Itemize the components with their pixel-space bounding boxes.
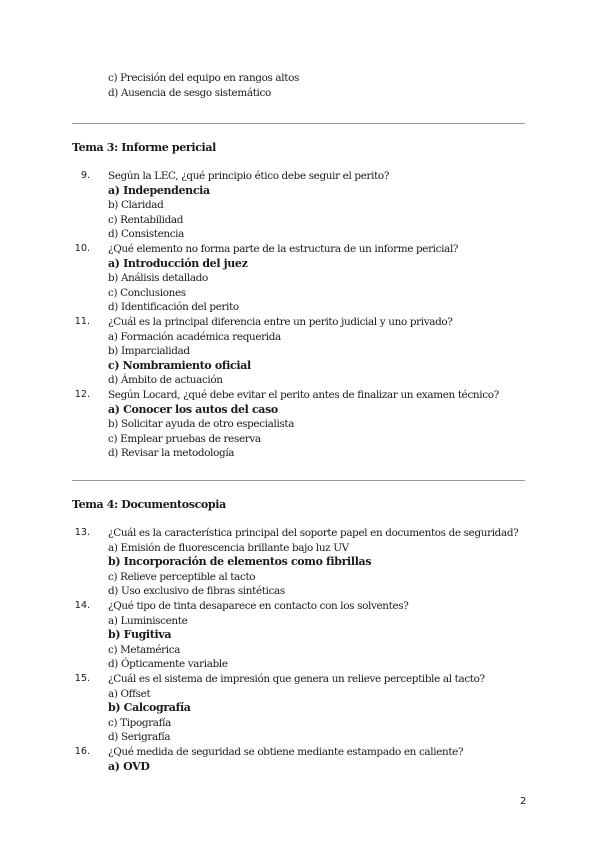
answer-option: d) Revisar la metodología bbox=[108, 447, 235, 460]
answer-option: c) Conclusiones bbox=[108, 286, 186, 299]
answer-option: d) Ópticamente variable bbox=[108, 658, 228, 671]
question bbox=[0, 745, 600, 760]
question-number: 9. bbox=[80, 170, 90, 181]
question-number: 15. bbox=[74, 672, 90, 684]
question-text: ¿Cuál es la principal diferencia entre un perito judicial y uno privado? bbox=[108, 315, 453, 328]
answer-option: a) Luminiscente bbox=[108, 614, 188, 627]
correct-answer-option: a) OVD bbox=[108, 759, 150, 773]
section-title: Tema 4: Documentoscopia bbox=[72, 498, 226, 511]
section-title: Tema 3: Informe pericial bbox=[72, 141, 216, 154]
answer-option: d) Consistencia bbox=[108, 228, 184, 241]
question-text: ¿Qué tipo de tinta desaparece en contacto con los solventes? bbox=[108, 599, 409, 612]
question-text: ¿Qué medida de seguridad se obtiene mediante estampado en caliente? bbox=[108, 745, 464, 758]
question bbox=[0, 599, 600, 614]
carryover-option: c) Precisión del equipo en rangos altos bbox=[108, 72, 299, 84]
answer-option: b) Solicitar ayuda de otro especialista bbox=[108, 418, 295, 431]
carryover-option: d) Ausencia de sesgo sistemático bbox=[108, 87, 271, 99]
answer-option: d) Identificación del perito bbox=[108, 301, 239, 314]
answer-option: c) Rentabilidad bbox=[108, 213, 184, 226]
correct-answer-option: a) Conocer los autos del caso bbox=[108, 402, 278, 416]
answer-option: b) Claridad bbox=[108, 199, 164, 212]
answer-option: b) Imparcialidad bbox=[108, 345, 190, 358]
answer-option: d) Ámbito de actuación bbox=[108, 374, 223, 387]
question bbox=[0, 242, 600, 257]
question-number: 16. bbox=[74, 745, 90, 757]
question-list bbox=[0, 526, 600, 774]
answer-option: a) Formación académica requerida bbox=[108, 330, 281, 343]
correct-answer-option: a) Independencia bbox=[108, 183, 210, 197]
question-text: ¿Qué elemento no forma parte de la estructura de un informe pericial? bbox=[108, 242, 459, 255]
answer-option: b) Análisis detallado bbox=[108, 272, 208, 285]
question-list bbox=[0, 169, 600, 461]
answer-option: c) Emplear pruebas de reserva bbox=[108, 432, 261, 445]
answer-option: d) Uso exclusivo de fibras sintéticas bbox=[108, 585, 285, 598]
answer-option: c) Tipografía bbox=[108, 716, 171, 729]
question bbox=[0, 169, 600, 184]
question bbox=[0, 315, 600, 330]
correct-answer-option: b) Incorporación de elementos como fibrillas bbox=[108, 555, 372, 569]
correct-answer-option: b) Calcografía bbox=[108, 701, 191, 715]
question bbox=[0, 672, 600, 687]
answer-option: c) Relieve perceptible al tacto bbox=[108, 570, 256, 583]
question-text: Según la LEC, ¿qué principio ético debe seguir el perito? bbox=[108, 170, 390, 182]
answer-option: a) Offset bbox=[108, 687, 151, 700]
section-divider bbox=[72, 480, 525, 481]
question-text: ¿Cuál es la característica principal del soporte papel en documentos de seguridad? bbox=[108, 527, 519, 539]
answer-option: a) Emisión de fluorescencia brillante bajo luz UV bbox=[108, 541, 349, 554]
correct-answer-option: a) Introducción del juez bbox=[108, 256, 248, 270]
question-number: 10. bbox=[74, 242, 90, 254]
correct-answer-option: c) Nombramiento oficial bbox=[108, 358, 251, 372]
answer-option: c) Metamérica bbox=[108, 643, 181, 656]
question bbox=[0, 388, 600, 403]
question-text: ¿Cuál es el sistema de impresión que genera un relieve perceptible al tacto? bbox=[108, 672, 485, 685]
question-number: 11. bbox=[74, 315, 90, 327]
answer-option: d) Serigrafía bbox=[108, 731, 171, 744]
question bbox=[0, 526, 600, 541]
section-divider bbox=[72, 123, 525, 124]
question-text: Según Locard, ¿qué debe evitar el perito antes de finalizar un examen técnico? bbox=[108, 388, 499, 401]
question-number: 12. bbox=[74, 388, 90, 400]
page-number: 2 bbox=[520, 796, 527, 807]
question-number: 13. bbox=[74, 527, 90, 538]
question-number: 14. bbox=[74, 599, 90, 611]
correct-answer-option: b) Fugitiva bbox=[108, 628, 172, 642]
